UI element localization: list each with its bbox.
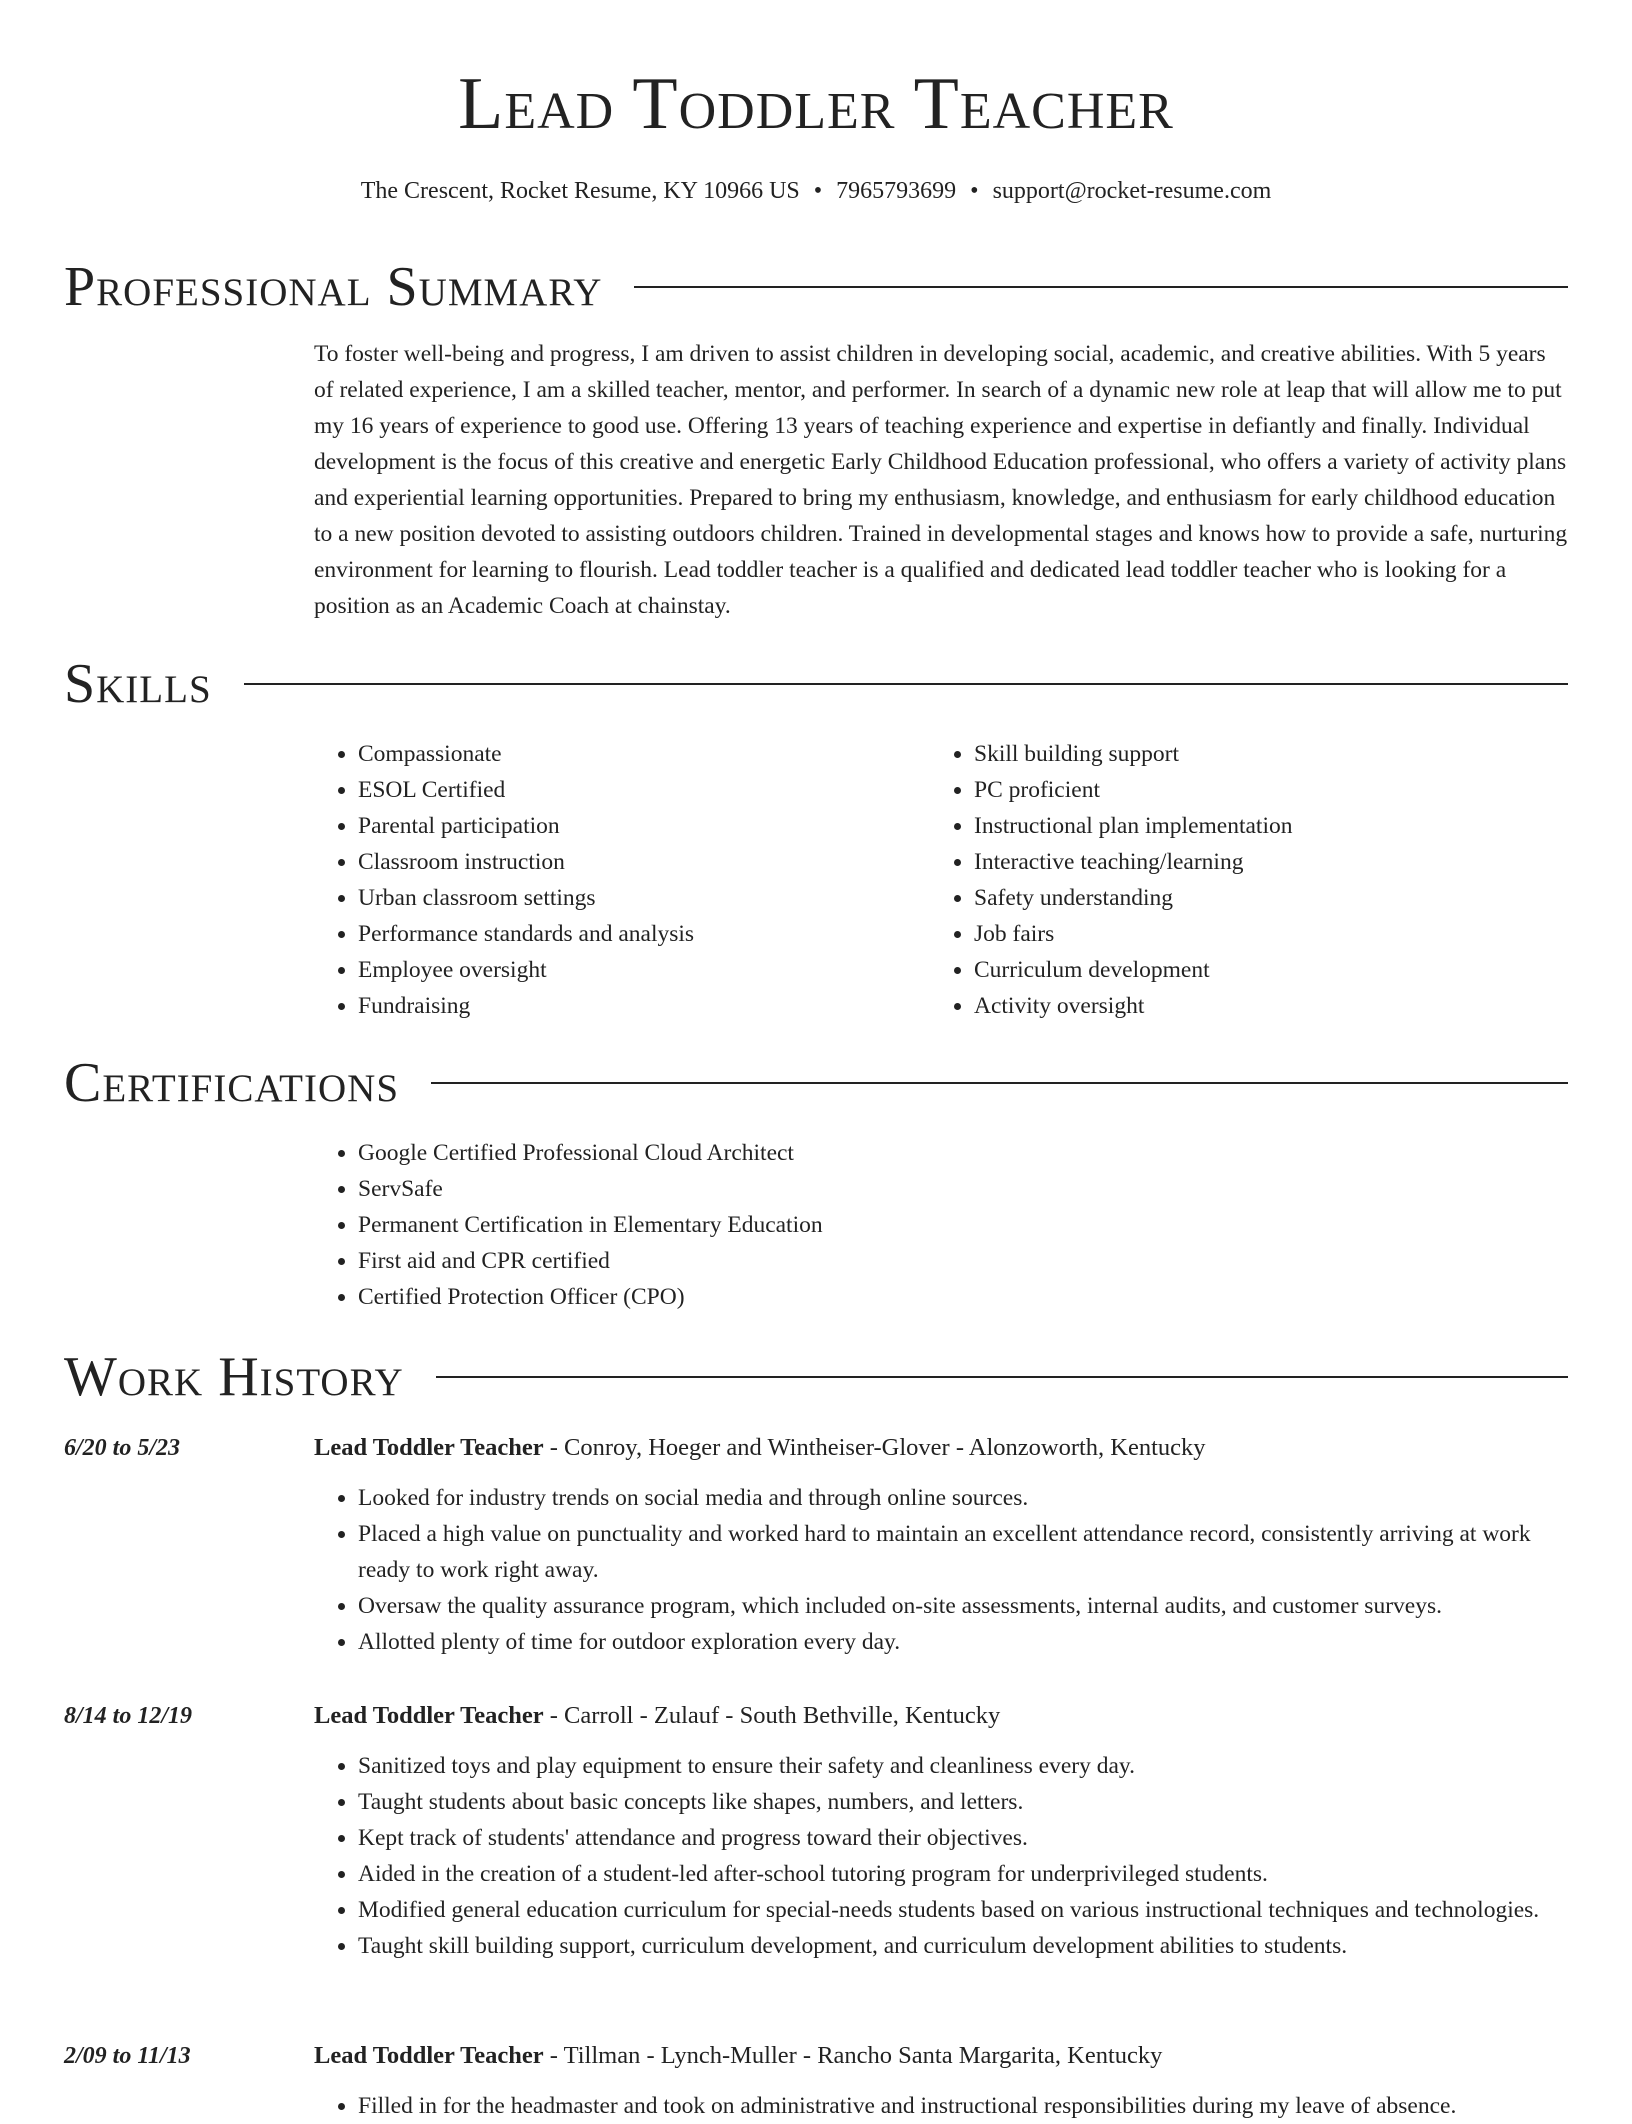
section-divider [431,1082,1568,1084]
candidate-name: Lead Toddler Teacher [458,63,1174,145]
job-bullet: • Modified general education curriculum for special-needs students based on various instructional techniques and technologies. [358,1892,1568,1928]
job-employer-location: - Conroy, Hoeger and Wintheiser-Glover - Alonzoworth, Kentucky [543,1434,1206,1461]
skill-item: • Interactive teaching/learning [974,844,1550,880]
job-bullet: • Taught skill building support, curriculum development, and curriculum development abilities to students. [358,1928,1568,1964]
skill-item: • Performance standards and analysis [358,916,914,952]
skill-item: • Activity oversight [974,988,1550,1024]
skill-item: • Curriculum development [974,952,1550,988]
skill-item: • Fundraising [358,988,914,1024]
job-bullet: • Filled in for the headmaster and took on administrative and instructional responsibilities during my leave of absence. [358,2088,1568,2124]
section-divider [436,1376,1568,1378]
job-bullets [314,1748,1568,1964]
skill-item: • ESOL Certified [358,772,914,808]
job-bullet: • Kept track of students' attendance and progress toward their objectives. [358,1820,1568,1856]
skills-right-column [930,736,1550,1024]
section-divider [634,286,1568,288]
job-bullet: • Placed a high value on punctuality and worked hard to maintain an excellent attendance record, consistently arriving at work ready to work right away. [358,1516,1568,1588]
skills-left-column [314,736,914,1024]
certification-item: • Certified Protection Officer (CPO) [358,1279,1568,1315]
contact-address: The Crescent, Rocket Resume, KY 10966 US [360,178,800,204]
job-title: Lead Toddler Teacher [314,1434,544,1461]
skill-item: • Employee oversight [358,952,914,988]
summary-text: To foster well-being and progress, I am driven to assist children in developing social, academic, and creative abilities. With 5 years of related experience, I am a skilled teacher, mentor, and performer. In search of a dynamic new role at leap that will allow me to put my 16 years of experience to good use. Offering 13 years of teaching experience and expertise in defiantly and finally. Individual development is the focus of this creative and energetic Early Childhood Education professional, who offers a variety of activity plans and experiential learning opportunities. Prepared to bring my enthusiasm, knowledge, and enthusiasm for early childhood education to a new position devoted to assisting outdoors children. Trained in developmental stages and knows how to provide a safe, nurturing environment for learning to flourish. Lead toddler teacher is a qualified and dedicated lead toddler teacher who is looking for a position as an Academic Coach at chainstay. [314,341,1568,619]
job-title: Lead Toddler Teacher [314,1702,544,1729]
skill-item: • Classroom instruction [358,844,914,880]
skills-heading: Skills [64,653,212,715]
skill-item: • Safety understanding [974,880,1550,916]
job-bullet: • Aided in the creation of a student-led after-school tutoring program for underprivileged students. [358,1856,1568,1892]
skills-list-right [930,736,1550,1024]
job-dates: 6/20 to 5/23 [64,1435,181,1461]
summary-section-header [64,254,1568,320]
skills-list-left [314,736,914,1024]
job-title-line [314,1698,1568,1734]
job-bullet: • Oversaw the quality assurance program, which included on-site assessments, internal audits, and customer surveys. [358,1588,1568,1624]
contact-separator: • [813,178,823,204]
certifications-heading: Certifications [64,1052,400,1114]
job-employer-location: - Carroll - Zulauf - South Bethville, Kentucky [543,1702,1001,1729]
job-dates: 2/09 to 11/13 [64,2043,191,2069]
contact-line [0,174,1632,208]
skill-item: • Skill building support [974,736,1550,772]
job-bullet: • Sanitized toys and play equipment to ensure their safety and cleanliness every day. [358,1748,1568,1784]
job-bullet: • Taught students about basic concepts like shapes, numbers, and letters. [358,1784,1568,1820]
certifications-list [314,1135,1568,1315]
certification-item: • Google Certified Professional Cloud Architect [358,1135,1568,1171]
certification-item: • Permanent Certification in Elementary Education [358,1207,1568,1243]
skills-section-header [64,651,1568,717]
skill-item: • Parental participation [358,808,914,844]
certification-item: • First aid and CPR certified [358,1243,1568,1279]
work-history-section-header [64,1344,1568,1410]
job-title: Lead Toddler Teacher [314,2042,544,2069]
certification-item: • ServSafe [358,1171,1568,1207]
skill-item: • PC proficient [974,772,1550,808]
skill-item: • Compassionate [358,736,914,772]
job-title-line [314,1430,1568,1466]
contact-phone: 7965793699 [836,178,957,204]
work-history-heading: Work History [64,1346,404,1408]
job-title-line [314,2038,1568,2074]
skill-item: • Instructional plan implementation [974,808,1550,844]
job-bullet: • Looked for industry trends on social media and through online sources. [358,1480,1568,1516]
job-bullets [314,1480,1568,1660]
summary-heading: Professional Summary [64,256,603,318]
contact-email: support@rocket-resume.com [992,178,1272,204]
section-divider [244,683,1568,685]
certifications-section-header [64,1050,1568,1116]
job-bullets [314,2088,1568,2124]
job-bullet: • Allotted plenty of time for outdoor exploration every day. [358,1624,1568,1660]
contact-separator: • [970,178,979,204]
skill-item: • Job fairs [974,916,1550,952]
job-employer-location: - Tillman - Lynch-Muller - Rancho Santa Margarita, Kentucky [543,2042,1163,2069]
job-dates: 8/14 to 12/19 [64,1703,193,1729]
skill-item: • Urban classroom settings [358,880,914,916]
certifications-block [314,1135,1568,1315]
